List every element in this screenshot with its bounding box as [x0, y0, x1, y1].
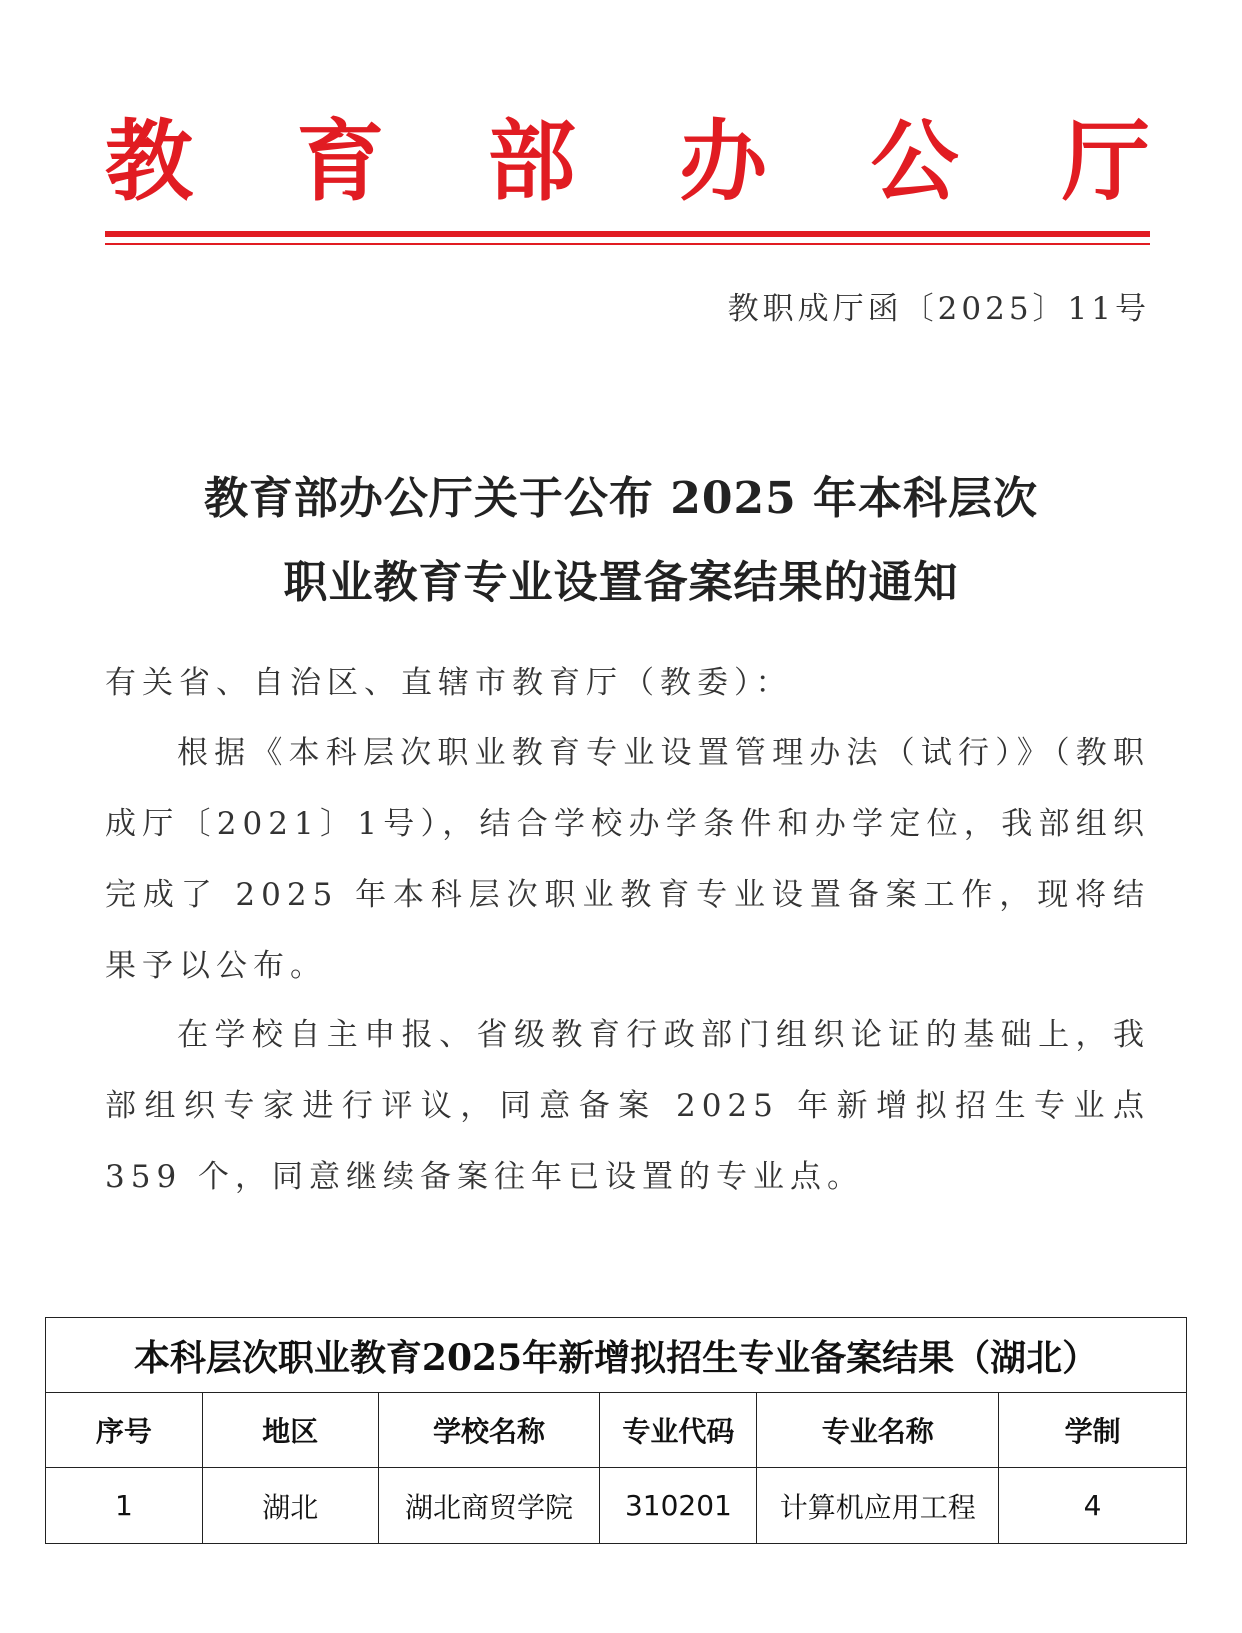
notice-title-line2: 职业教育专业设置备案结果的通知 [283, 557, 959, 608]
table-caption: 本科层次职业教育2025年新增拟招生专业备案结果（湖北） [46, 1318, 1187, 1393]
column-header: 学制 [999, 1393, 1187, 1468]
table-header-row [46, 1393, 1187, 1468]
document-number: 教职成厅函〔2025〕11号 [727, 291, 1150, 327]
paragraph-2: 在学校自主申报、省级教育行政部门组织论证的基础上，我部组织专家进行评议，同意备案 2025 年新增拟招生专业点 359 个，同意继续备案往年已设置的专业点。 [105, 1017, 1150, 1195]
column-header: 序号 [46, 1393, 203, 1468]
paragraph-1: 根据《本科层次职业教育专业设置管理办法（试行）》（教职成厅〔2021〕1号），结合学校办学条件和办学定位，我部组织完成了 2025 年本科层次职业教育专业设置备案工作，现将结果予以公布。 [105, 735, 1150, 984]
table-cell: 计算机应用工程 [757, 1468, 999, 1544]
notice-title-line1: 教育部办公厅关于公布 2025 年本科层次 [203, 473, 1039, 524]
column-header: 专业名称 [757, 1393, 999, 1468]
red-divider-thin [105, 243, 1150, 245]
red-divider-thick [105, 231, 1150, 237]
masthead-char: 教 [105, 109, 194, 213]
column-header: 地区 [202, 1393, 378, 1468]
masthead-char: 办 [679, 109, 768, 213]
table-cell: 310201 [600, 1468, 757, 1544]
masthead-char: 厅 [1061, 109, 1150, 213]
table-cell: 4 [999, 1468, 1187, 1544]
result-table [45, 1317, 1187, 1544]
salutation: 有关省、自治区、直辖市教育厅（教委）： [105, 665, 793, 701]
table-row [46, 1468, 1187, 1544]
masthead-char: 公 [870, 109, 959, 213]
table-cell: 湖北商贸学院 [378, 1468, 600, 1544]
column-header: 专业代码 [600, 1393, 757, 1468]
masthead-char: 部 [487, 109, 576, 213]
table-cell: 湖北 [202, 1468, 378, 1544]
column-header: 学校名称 [378, 1393, 600, 1468]
table-cell: 1 [46, 1468, 203, 1544]
masthead-char: 育 [296, 109, 385, 213]
masthead [105, 100, 1150, 213]
